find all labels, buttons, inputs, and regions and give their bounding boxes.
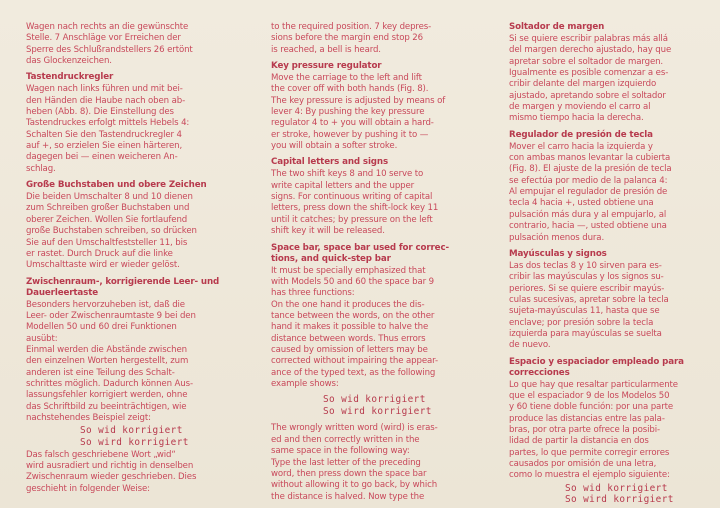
spanish-space-bar-heading: Espacio y espaciador empleado para correcciones [509, 356, 684, 378]
spanish-typed-example: So wid korrigiert So wird korrigiert [565, 482, 674, 506]
spanish-capitals-text: Las dos teclas 8 y 10 sirven para es- cribir las mayúsculas y los signos su- periores. Si se quiere escribir mayús- culas sucesivas, apretar sobre la tecla sujeta-mayúsculas 11, hasta que se enclave; por presión sobre la tecla izquierda para mayúsculas se suelta de nuevo. [509, 260, 669, 351]
german-key-pressure-heading: Tastendruckregler [26, 72, 114, 83]
english-space-bar-text: It must be specially emphasized that with Models 50 and 60 the space bar 9 has three functions: On the one hand it produces the dis- tance between the words, on the other hand it makes it possible to halve the distance between words. Thus errors caused by omission of letters may be corrected without impairing the appear- ance of the typed text, as the following example shows: [271, 265, 438, 389]
english-capitals-heading: Capital letters and signs [271, 157, 389, 168]
english-typed-example: So wid korrigiert So wird korrigiert [323, 394, 432, 417]
german-capitals-heading: Große Buchstaben und obere Zeichen [26, 180, 207, 191]
english-capitals-text: The two shift keys 8 and 10 serve to write capital letters and the upper signs. For continuous writing of capital letters, press down the shift-lock key 11 until it catches; by pressure on the left shift key it will be released. [271, 169, 439, 237]
spanish-column [509, 22, 695, 507]
german-column [26, 22, 254, 495]
german-space-bar-followup: Das falsch geschriebene Wort „wid“ wird ausradiert und richtig in denselben Zwischenraum wieder geschrieben. Dies geschieht in folgender Weise: [26, 449, 197, 494]
german-space-bar-text: Besonders hervorzuheben ist, daß die Leer- oder Zwischenraumtaste 9 bei den Modellen 50 und 60 drei Funktionen ausübt: Einmal werden die Abstände zwischen den einzelnen Worten hergestellt, zum anderen ist eine Teilung des Schalt- schrittes möglich. Dadurch können Aus- lassungsfehler korrigiert werden, ohne das Schriftbild zu beeinträchtigen, wie nachstehendes Beispiel zeigt: [26, 299, 196, 423]
english-column [271, 22, 469, 503]
spanish-margin-release-heading: Soltador de margen [509, 22, 605, 32]
spanish-capitals-heading: Mayúsculas y signos [509, 248, 607, 259]
spanish-key-pressure-heading: Regulador de presión de tecla [509, 129, 653, 140]
spanish-key-pressure-text: Mover el carro hacia la izquierda y con ambas manos levantar la cubierta (Fig. 8). El ajuste de la presión de tecla se efectúa por medio de la palanca 4: Al empujar el regulador de presión de tecla 4 hacia +, usted obtiene una pulsación más dura y al empujarlo, al contrario, hacia —, usted obtiene una pulsación menos dura. [509, 141, 672, 243]
german-capitals-text: Die beiden Umschalter 8 und 10 dienen zum Schreiben großer Buchstaben und oberer Zeichen. Wollen Sie fortlaufend große Buchstaben schreiben, so drücken Sie auf den Umschaltfeststeller 11, bis er rastet. Durch Druck auf die linke Umschalttaste wird er wieder gelöst. [26, 192, 197, 271]
spanish-space-bar-text: Lo que hay que resaltar particularmente que el espaciador 9 de los Modelos 50 y 60 tiene doble función: por una parte produce las distancias entre las pala- bras, por otra parte ofrece la posibi- lidad de partir la distancia en dos partes, lo que permite corregir errores causados por omisión de una letra, como lo muestra el ejemplo siguiente: [509, 379, 678, 481]
german-typed-example: So wid korrigiert So wird korrigiert [80, 425, 189, 448]
english-key-pressure-text: Move the carriage to the left and lift the cover off with both hands (Fig. 8). The key pressure is adjusted by means of lever 4: By pushing the key pressure regulator 4 to + you will obtain a hard- er stroke, however by pushing it to — you will obtain a softer stroke. [271, 73, 446, 152]
english-key-pressure-heading: Key pressure regulator [271, 61, 382, 72]
spanish-margin-release-text: Si se quiere escribir palabras más allá del margen derecho ajustado, hay que apretar sobre el soltador de margen. Igualmente es posible comenzar a es- cribir delante del margen izquierdo ajustado, apretando sobre el soltador de margen y moviendo el carro al mismo tiempo hacia la derecha. [509, 34, 672, 124]
german-intro: Wagen nach rechts an die gewünschte Stelle. 7 Anschläge vor Erreichen der Sperre des Schlußrandstellers 26 ertönt das Glockenzeichen. [26, 22, 193, 67]
german-space-bar-heading: Zwischenraum-, korrigierende Leer- und Dauerleertaste [26, 276, 220, 298]
english-space-bar-followup: The wrongly written word (wird) is eras- ed and then correctly written in the same space in the following way: Type the last letter of the preceding word, then press down the space bar without allowing it to go back, by which the distance is halved. Now type the [271, 423, 438, 502]
english-intro: to the required position. 7 key depres- sions before the margin end stop 26 is reached, a bell is heard. [271, 22, 432, 55]
german-key-pressure-text: Wagen nach links führen und mit bei- den Händen die Haube nach oben ab- heben (Abb. 8). Die Einstellung des Tastendruckes erfolgt mittels Hebels 4: Schalten Sie den Tastendruckregler 4 auf +, so erzielen Sie einen härteren, dagegen bei — einen weicheren An- schlag. [26, 84, 190, 174]
english-space-bar-heading: Space bar, space bar used for correc- tions, and quick-step bar [271, 242, 449, 264]
